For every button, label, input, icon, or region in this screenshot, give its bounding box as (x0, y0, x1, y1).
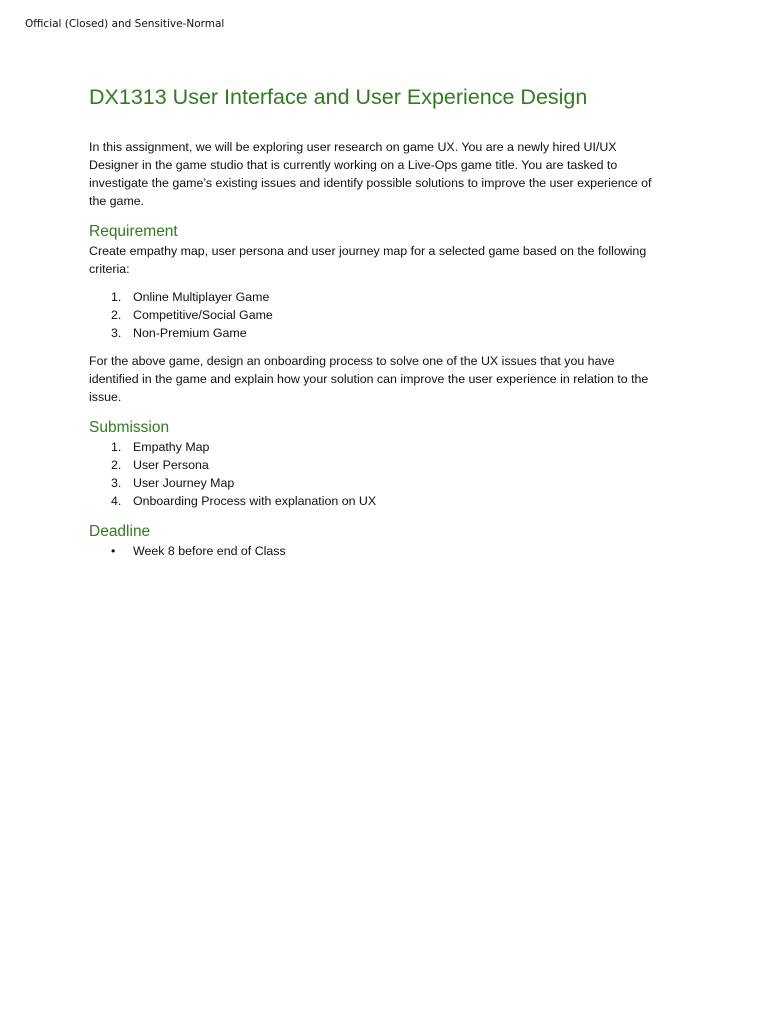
list-item-label: User Persona (133, 458, 209, 472)
deadline-heading: Deadline (89, 523, 151, 540)
deadline-list (89, 542, 659, 560)
list-item (89, 492, 659, 510)
requirement-heading: Requirement (89, 223, 178, 240)
list-number: 3. (111, 326, 122, 340)
list-item-label: Online Multiplayer Game (133, 290, 270, 304)
list-item (89, 474, 659, 492)
list-number: 2. (111, 458, 122, 472)
list-item-label: Competitive/Social Game (133, 308, 273, 322)
list-number: 2. (111, 308, 122, 322)
list-number: 1. (111, 440, 122, 454)
list-item-label: Empathy Map (133, 440, 210, 454)
classification-label: Official (Closed) and Sensitive-Normal (25, 18, 225, 30)
list-item (89, 306, 659, 324)
submission-list (89, 438, 659, 510)
list-number: 4. (111, 494, 122, 508)
list-item-label: Onboarding Process with explanation on UX (133, 494, 377, 508)
list-item (89, 288, 659, 306)
list-item (89, 542, 659, 560)
list-number: 3. (111, 476, 122, 490)
intro-paragraph: In this assignment, we will be exploring user research on game UX. You are a newly hired UI/UX Designer in the game studio that is currently working on a Live-Ops game title. You are tasked to investigate the game’s existing issues and identify possible solutions to improve the user experience of the game. (89, 140, 652, 208)
submission-heading: Submission (89, 419, 170, 436)
list-item-label: Week 8 before end of Class (133, 544, 286, 558)
list-item (89, 438, 659, 456)
list-item (89, 324, 659, 342)
list-number: 1. (111, 290, 122, 304)
requirement-list (89, 288, 659, 342)
list-item-label: User Journey Map (133, 476, 235, 490)
list-item-label: Non-Premium Game (133, 326, 247, 340)
bullet-icon: • (111, 544, 116, 558)
document-body (89, 82, 659, 560)
document-title: DX1313 User Interface and User Experience Design (89, 85, 588, 109)
list-item (89, 456, 659, 474)
requirement-text: Create empathy map, user persona and user journey map for a selected game based on the following criteria: (89, 244, 647, 276)
followup-paragraph: For the above game, design an onboarding process to solve one of the UX issues that you have identified in the game and explain how your solution can improve the user experience in relation to the issue. (89, 354, 649, 404)
